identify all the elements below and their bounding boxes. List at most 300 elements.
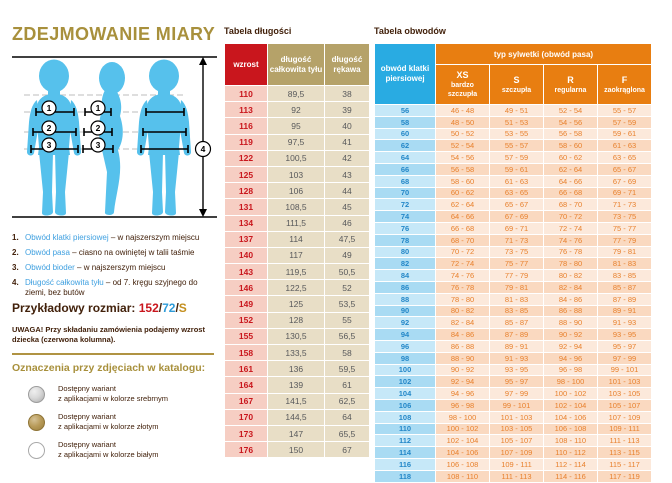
table-cell: 89 - 91 [598, 306, 651, 317]
table-cell: 146 [225, 280, 267, 295]
legend-item-4 [12, 278, 220, 298]
white-variant-icon [28, 442, 45, 459]
table-cell: 89 - 91 [490, 341, 543, 352]
table-cell: 85 - 87 [490, 317, 543, 328]
table-cell: 70 - 72 [436, 247, 489, 258]
table-cell: 107 - 109 [490, 447, 543, 458]
girth-table [374, 43, 652, 483]
example-silhouette-value: S [178, 301, 187, 315]
table-row [375, 353, 651, 364]
table-cell: 57 - 59 [490, 152, 543, 163]
table-cell: 141,5 [268, 394, 324, 409]
table-cell: 88 [375, 294, 435, 305]
table-cell: 143 [225, 264, 267, 279]
table-cell: 65 - 67 [598, 164, 651, 175]
table-cell: 106 [375, 400, 435, 411]
table-cell: 114 [375, 447, 435, 458]
table-row [375, 400, 651, 411]
table-cell: 46 - 48 [436, 105, 489, 116]
table-cell: 94 - 96 [544, 353, 597, 364]
table-cell: 61 - 63 [490, 176, 543, 187]
svg-text:3: 3 [95, 140, 101, 150]
legend-term: Obwód klatki piersiowej [25, 233, 109, 242]
table-row [375, 164, 651, 175]
table-cell: 62 - 64 [544, 164, 597, 175]
table-cell: 170 [225, 410, 267, 425]
header-r [544, 65, 597, 104]
table-cell: 90 [375, 306, 435, 317]
legend-number: 4. [12, 278, 19, 287]
table-cell: 104 - 106 [544, 412, 597, 423]
table-cell: 84 - 86 [544, 294, 597, 305]
legend-number: 2. [12, 248, 19, 257]
table-cell: 128 [225, 183, 267, 198]
header-dlugosc-rekawa: długość rękawa [325, 44, 369, 85]
measurement-legend [12, 233, 220, 303]
table-cell: 69 - 71 [598, 188, 651, 199]
marker-line1: Dostępny wariant [58, 384, 116, 393]
table-cell: 95 [268, 118, 324, 133]
order-note: UWAGA! Przy składaniu zamówienia podajemy wzrost dziecka (czerwona kolumna). [12, 325, 205, 344]
table-cell: 112 [375, 435, 435, 446]
table-cell: 72 - 74 [544, 223, 597, 234]
girth-table-title: Tabela obwodów [374, 26, 446, 36]
table-cell: 62,5 [325, 394, 369, 409]
table-cell: 62 [375, 140, 435, 151]
table-cell: 140 [225, 248, 267, 263]
table-cell: 104 - 106 [436, 447, 489, 458]
table-cell: 108 - 110 [544, 435, 597, 446]
table-cell: 65 - 67 [490, 199, 543, 210]
table-cell: 86 - 88 [436, 341, 489, 352]
size-code: R [567, 74, 574, 85]
table-cell: 68 - 70 [544, 199, 597, 210]
table-cell: 167 [225, 394, 267, 409]
table-row [375, 129, 651, 140]
table-cell: 108 - 110 [436, 471, 489, 482]
marker-line2: z aplikacjami w kolorze białym [58, 450, 159, 459]
table-cell: 90 - 92 [544, 329, 597, 340]
table-cell: 96 - 98 [436, 400, 489, 411]
table-cell: 64 - 66 [544, 176, 597, 187]
table-cell: 158 [225, 345, 267, 360]
table-cell: 62 - 64 [436, 199, 489, 210]
table-row [375, 294, 651, 305]
separator: / [158, 301, 163, 315]
length-table [224, 43, 370, 458]
table-cell: 78 [375, 235, 435, 246]
legend-term: Długość całkowita tyłu [25, 278, 104, 287]
table-row [375, 247, 651, 258]
table-row [375, 365, 651, 376]
table-cell: 173 [225, 426, 267, 441]
table-cell: 98 - 100 [436, 412, 489, 423]
table-cell: 69 - 71 [490, 223, 543, 234]
table-row [225, 199, 369, 214]
table-cell: 72 [375, 199, 435, 210]
girth-table-group-header-row [375, 44, 651, 64]
table-cell: 108,5 [268, 199, 324, 214]
table-cell: 96 - 98 [544, 365, 597, 376]
table-cell: 64 [375, 152, 435, 163]
table-cell: 74 [375, 211, 435, 222]
table-cell: 103 [268, 167, 324, 182]
table-cell: 59 - 61 [490, 164, 543, 175]
table-cell: 92 [268, 102, 324, 117]
table-cell: 80 [375, 247, 435, 258]
table-row [225, 394, 369, 409]
table-cell: 112 - 114 [544, 459, 597, 470]
legend-description: – w najszerszym miejscu [108, 233, 200, 242]
table-row [375, 211, 651, 222]
sidebar [12, 0, 220, 475]
table-cell: 80 - 82 [436, 306, 489, 317]
table-cell: 108 [375, 412, 435, 423]
table-cell: 87 - 89 [598, 294, 651, 305]
table-cell: 93 - 95 [598, 329, 651, 340]
table-cell: 133,5 [268, 345, 324, 360]
size-desc: regularna [554, 86, 587, 94]
table-cell: 101 - 103 [490, 412, 543, 423]
table-cell: 52 - 54 [544, 105, 597, 116]
catalog-marker-white [28, 440, 218, 460]
table-row [225, 313, 369, 328]
table-cell: 67 - 69 [598, 176, 651, 187]
table-cell: 60 - 62 [436, 188, 489, 199]
table-cell: 58 - 60 [544, 140, 597, 151]
table-cell: 61 [325, 377, 369, 392]
table-cell: 60 - 62 [544, 152, 597, 163]
table-row [375, 317, 651, 328]
table-cell: 105 - 107 [490, 435, 543, 446]
table-cell: 68 - 70 [436, 235, 489, 246]
table-cell: 56 [375, 105, 435, 116]
measurement-figure [12, 52, 217, 224]
table-cell: 113 [225, 102, 267, 117]
svg-text:2: 2 [95, 123, 101, 133]
header-wzrost: wzrost [225, 44, 267, 85]
table-row [225, 167, 369, 182]
length-table-header-row [225, 44, 369, 85]
table-cell: 55 - 57 [490, 140, 543, 151]
table-cell: 84 - 86 [436, 329, 489, 340]
table-cell: 95 - 97 [490, 376, 543, 387]
table-cell: 147 [268, 426, 324, 441]
table-cell: 51 - 53 [490, 117, 543, 128]
table-cell: 125 [225, 167, 267, 182]
table-row [225, 102, 369, 117]
table-cell: 86 [375, 282, 435, 293]
table-cell: 89,5 [268, 86, 324, 101]
table-cell: 139 [268, 377, 324, 392]
legend-description: – ciasno na owiniętej w talii taśmie [69, 248, 195, 257]
marker-1: 1 [46, 103, 52, 113]
table-cell: 68 [375, 176, 435, 187]
table-cell: 99 - 101 [490, 400, 543, 411]
size-desc: zaokrąglona [604, 86, 645, 94]
table-cell: 76 [375, 223, 435, 234]
legend-description: – w najszerszym miejscu [74, 263, 166, 272]
table-cell: 107 - 109 [598, 412, 651, 423]
table-row [375, 424, 651, 435]
catalog-marker-gold [28, 412, 218, 432]
table-cell: 83 - 85 [490, 306, 543, 317]
table-cell: 81 - 83 [490, 294, 543, 305]
page-title: ZDEJMOWANIE MIARY [12, 24, 216, 44]
table-cell: 118 [375, 471, 435, 482]
table-cell: 50 - 52 [436, 129, 489, 140]
table-cell: 83 - 85 [598, 270, 651, 281]
table-cell: 74 - 76 [544, 235, 597, 246]
table-row [225, 118, 369, 133]
table-cell: 84 [375, 270, 435, 281]
table-cell: 92 [375, 317, 435, 328]
table-cell: 93 - 95 [490, 365, 543, 376]
table-cell: 106 [268, 183, 324, 198]
table-cell: 67 [325, 442, 369, 457]
table-cell: 72 - 74 [436, 258, 489, 269]
table-cell: 122,5 [268, 280, 324, 295]
table-row [225, 216, 369, 231]
length-table-section [224, 26, 370, 458]
example-size-label: Przykładowy rozmiar: [12, 301, 139, 315]
table-row [225, 329, 369, 344]
table-cell: 176 [225, 442, 267, 457]
legend-number: 1. [12, 233, 19, 242]
table-row [375, 447, 651, 458]
table-row [225, 280, 369, 295]
table-cell: 103 - 105 [490, 424, 543, 435]
table-cell: 88 - 90 [436, 353, 489, 364]
table-cell: 53 - 55 [490, 129, 543, 140]
table-cell: 116 [225, 118, 267, 133]
table-cell: 86 - 88 [544, 306, 597, 317]
table-cell: 115 - 117 [598, 459, 651, 470]
legend-item-1 [12, 233, 220, 243]
size-code: F [621, 74, 628, 85]
table-cell: 96 [375, 341, 435, 352]
table-row [375, 117, 651, 128]
header-dlugosc-calkowita: długość całkowita tyłu [268, 44, 324, 85]
table-cell: 49 - 51 [490, 105, 543, 116]
table-cell: 98 - 100 [544, 376, 597, 387]
table-cell: 58 - 60 [436, 176, 489, 187]
table-row [225, 264, 369, 279]
table-cell: 150 [268, 442, 324, 457]
table-cell: 144,5 [268, 410, 324, 425]
catalog-markers-title: Oznaczenia przy zdjęciach w katalogu: [12, 362, 206, 374]
girth-table-section [374, 26, 658, 483]
table-cell: 155 [225, 329, 267, 344]
size-desc: bardzo szczupła [447, 82, 478, 99]
header-chest-girth: obwód klatki piersiowej [375, 44, 435, 104]
table-cell: 111 - 113 [598, 435, 651, 446]
table-row [225, 183, 369, 198]
table-cell: 104 [375, 388, 435, 399]
table-cell: 87 - 89 [490, 329, 543, 340]
catalog-markers-list [28, 384, 218, 468]
table-cell: 49 [325, 248, 369, 263]
table-cell: 92 - 94 [436, 376, 489, 387]
table-cell: 46 [325, 216, 369, 231]
table-row [375, 471, 651, 482]
table-row [375, 176, 651, 187]
table-cell: 82 - 84 [436, 317, 489, 328]
table-cell: 65,5 [325, 426, 369, 441]
table-row [375, 282, 651, 293]
table-row [375, 258, 651, 269]
table-cell: 100 [375, 365, 435, 376]
total-length-arrow [199, 57, 207, 217]
table-cell: 114 - 116 [544, 471, 597, 482]
table-cell: 92 - 94 [544, 341, 597, 352]
table-row [225, 296, 369, 311]
separator: / [175, 301, 179, 315]
table-cell: 119,5 [268, 264, 324, 279]
table-row [375, 270, 651, 281]
gold-variant-icon [28, 414, 45, 431]
header-silhouette-type: typ sylwetki (obwód pasa) [436, 44, 651, 64]
table-cell: 78 - 80 [544, 258, 597, 269]
table-cell: 85 - 87 [598, 282, 651, 293]
table-row [375, 341, 651, 352]
table-row [375, 199, 651, 210]
table-cell: 91 - 93 [490, 353, 543, 364]
table-cell: 122 [225, 151, 267, 166]
table-cell: 100 - 102 [544, 388, 597, 399]
table-cell: 55 - 57 [598, 105, 651, 116]
table-cell: 79 - 81 [598, 247, 651, 258]
child-front-silhouette [27, 60, 81, 216]
marker-line2: z aplikacjami w kolorze złotym [58, 422, 159, 431]
table-cell: 56 - 58 [544, 129, 597, 140]
table-cell: 149 [225, 296, 267, 311]
svg-text:1: 1 [95, 103, 101, 113]
table-cell: 82 - 84 [544, 282, 597, 293]
table-cell: 102 [375, 376, 435, 387]
table-cell: 66 - 68 [436, 223, 489, 234]
table-cell: 76 - 78 [544, 247, 597, 258]
table-cell: 54 - 56 [436, 152, 489, 163]
size-desc: szczupła [501, 86, 532, 94]
table-cell: 110 - 112 [544, 447, 597, 458]
table-cell: 100 - 102 [436, 424, 489, 435]
table-cell: 131 [225, 199, 267, 214]
table-cell: 47,5 [325, 232, 369, 247]
table-cell: 105 - 107 [598, 400, 651, 411]
child-side-silhouette [99, 62, 125, 215]
table-cell: 113 - 115 [598, 447, 651, 458]
table-cell: 109 - 111 [598, 424, 651, 435]
marker-line1: Dostępny wariant [58, 412, 116, 421]
table-cell: 42 [325, 151, 369, 166]
marker-4: 4 [200, 144, 206, 154]
table-row [375, 188, 651, 199]
table-row [375, 235, 651, 246]
table-row [225, 135, 369, 150]
table-cell: 63 - 65 [490, 188, 543, 199]
table-cell: 100,5 [268, 151, 324, 166]
table-row [225, 442, 369, 457]
table-cell: 117 - 119 [598, 471, 651, 482]
table-cell: 106 - 108 [436, 459, 489, 470]
table-cell: 116 [375, 459, 435, 470]
catalog-marker-silver [28, 384, 218, 404]
legend-number: 3. [12, 263, 19, 272]
table-cell: 98 [375, 353, 435, 364]
table-cell: 103 - 105 [598, 388, 651, 399]
table-cell: 77 - 79 [490, 270, 543, 281]
table-cell: 55 [325, 313, 369, 328]
table-cell: 52 [325, 280, 369, 295]
table-row [375, 376, 651, 387]
table-cell: 79 - 81 [490, 282, 543, 293]
table-cell: 59,5 [325, 361, 369, 376]
table-cell: 45 [325, 199, 369, 214]
table-cell: 66 [375, 164, 435, 175]
table-cell: 101 - 103 [598, 376, 651, 387]
table-cell: 70 [375, 188, 435, 199]
table-row [375, 140, 651, 151]
table-cell: 110 [375, 424, 435, 435]
table-cell: 73 - 75 [490, 247, 543, 258]
legend-term: Obwód bioder [25, 263, 75, 272]
table-row [225, 248, 369, 263]
legend-item-2 [12, 248, 220, 258]
table-row [225, 410, 369, 425]
size-code: XS [456, 70, 469, 81]
table-cell: 109 - 111 [490, 459, 543, 470]
table-cell: 114 [268, 232, 324, 247]
table-cell: 80 - 82 [544, 270, 597, 281]
table-cell: 119 [225, 135, 267, 150]
table-cell: 71 - 73 [598, 199, 651, 210]
table-cell: 64 - 66 [436, 211, 489, 222]
table-cell: 38 [325, 86, 369, 101]
table-cell: 54 - 56 [544, 117, 597, 128]
gold-divider [12, 353, 214, 355]
table-cell: 110 [225, 86, 267, 101]
table-cell: 70 - 72 [544, 211, 597, 222]
legend-description: – od 7. kręgu szyjnego do ziemi, bez butów [25, 278, 198, 297]
table-cell: 57 - 59 [598, 117, 651, 128]
table-cell: 88 - 90 [544, 317, 597, 328]
table-row [225, 377, 369, 392]
size-code: S [513, 74, 520, 85]
table-cell: 52 - 54 [436, 140, 489, 151]
table-cell: 152 [225, 313, 267, 328]
table-cell: 63 - 65 [598, 152, 651, 163]
table-cell: 48 - 50 [436, 117, 489, 128]
table-cell: 136 [268, 361, 324, 376]
table-cell: 128 [268, 313, 324, 328]
table-row [375, 306, 651, 317]
table-cell: 53,5 [325, 296, 369, 311]
table-cell: 117 [268, 248, 324, 263]
table-row [375, 105, 651, 116]
table-cell: 97 - 99 [490, 388, 543, 399]
table-cell: 78 - 80 [436, 294, 489, 305]
table-cell: 64 [325, 410, 369, 425]
table-cell: 161 [225, 361, 267, 376]
header-f [598, 65, 651, 104]
table-row [225, 426, 369, 441]
table-cell: 125 [268, 296, 324, 311]
table-row [375, 388, 651, 399]
table-cell: 82 [375, 258, 435, 269]
table-row [375, 152, 651, 163]
table-cell: 94 [375, 329, 435, 340]
